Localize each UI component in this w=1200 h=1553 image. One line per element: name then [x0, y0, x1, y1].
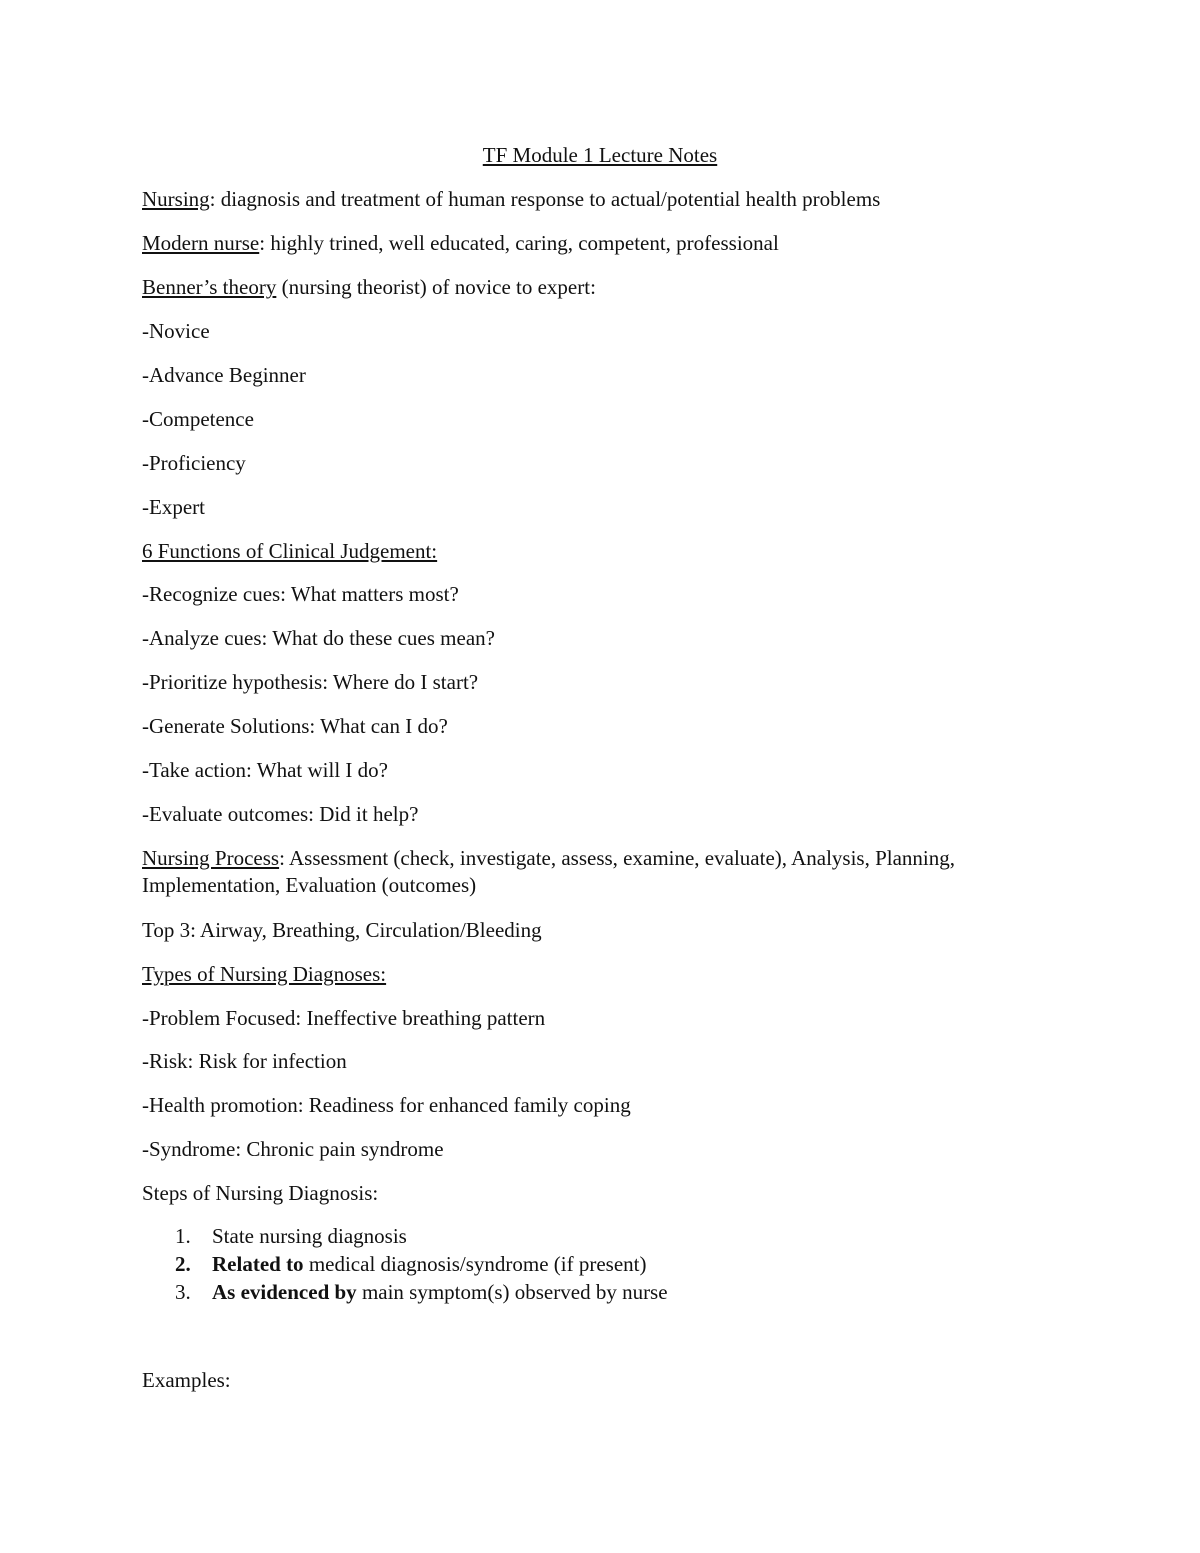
- benner-theory: [142, 274, 596, 300]
- step-bold-text: Related to: [212, 1252, 304, 1276]
- step-bold-text: As evidenced by: [212, 1280, 357, 1304]
- benner-stage: -Competence: [142, 407, 254, 431]
- step-number: 1.: [175, 1224, 191, 1248]
- benner-stage: -Expert: [142, 495, 205, 519]
- step-number: 2.: [175, 1252, 191, 1276]
- benner-term: Benner’s theory: [142, 275, 277, 299]
- step-item: [175, 1223, 407, 1249]
- step-item: [175, 1251, 646, 1277]
- nursing-process-text: : Assessment (check, investigate, assess, examine, evaluate), Analysis, Planning,: [279, 846, 956, 870]
- clinical-judgement-item: -Prioritize hypothesis: Where do I start?: [142, 670, 479, 694]
- top3-priorities: Top 3: Airway, Breathing, Circulation/Bleeding: [142, 918, 542, 942]
- nursing-process-term: Nursing Process: [142, 846, 280, 870]
- clinical-judgement-item: -Take action: What will I do?: [142, 758, 388, 782]
- clinical-judgement-item: -Generate Solutions: What can I do?: [142, 714, 448, 738]
- clinical-judgement-item: -Recognize cues: What matters most?: [142, 582, 459, 606]
- step-text: medical diagnosis/syndrome (if present): [303, 1252, 647, 1276]
- examples-heading: Examples:: [142, 1368, 231, 1392]
- nursing-text: : diagnosis and treatment of human response to actual/potential health problems: [209, 187, 881, 211]
- benner-stage: -Advance Beginner: [142, 363, 306, 387]
- step-item: [175, 1279, 668, 1305]
- step-text: main symptom(s) observed by nurse: [356, 1280, 668, 1304]
- modern-nurse-text: : highly trined, well educated, caring, competent, professional: [259, 231, 779, 255]
- modern-nurse-definition: [142, 230, 779, 256]
- page-title: TF Module 1 Lecture Notes: [482, 143, 718, 167]
- benner-text: (nursing theorist) of novice to expert:: [276, 275, 596, 299]
- nursing-definition: [142, 186, 880, 212]
- modern-nurse-term: Modern nurse: [142, 231, 260, 255]
- benner-stage: -Proficiency: [142, 451, 246, 475]
- diagnosis-type-item: -Syndrome: Chronic pain syndrome: [142, 1137, 444, 1161]
- clinical-judgement-item: -Analyze cues: What do these cues mean?: [142, 626, 495, 650]
- diagnosis-type-item: -Health promotion: Readiness for enhanced family coping: [142, 1093, 631, 1117]
- clinical-judgement-item: -Evaluate outcomes: Did it help?: [142, 802, 419, 826]
- nursing-process-line1: [142, 845, 955, 871]
- step-number: 3.: [175, 1280, 191, 1304]
- clinical-judgement-heading: 6 Functions of Clinical Judgement:: [142, 539, 438, 563]
- nursing-process-line2: Implementation, Evaluation (outcomes): [142, 873, 477, 897]
- benner-stage: -Novice: [142, 319, 210, 343]
- nursing-term: Nursing: [142, 187, 210, 211]
- steps-heading: Steps of Nursing Diagnosis:: [142, 1181, 379, 1205]
- diagnosis-type-item: -Problem Focused: Ineffective breathing pattern: [142, 1006, 546, 1030]
- diagnoses-types-heading: Types of Nursing Diagnoses:: [142, 962, 387, 986]
- diagnosis-type-item: -Risk: Risk for infection: [142, 1049, 347, 1073]
- step-text: State nursing diagnosis: [212, 1224, 407, 1248]
